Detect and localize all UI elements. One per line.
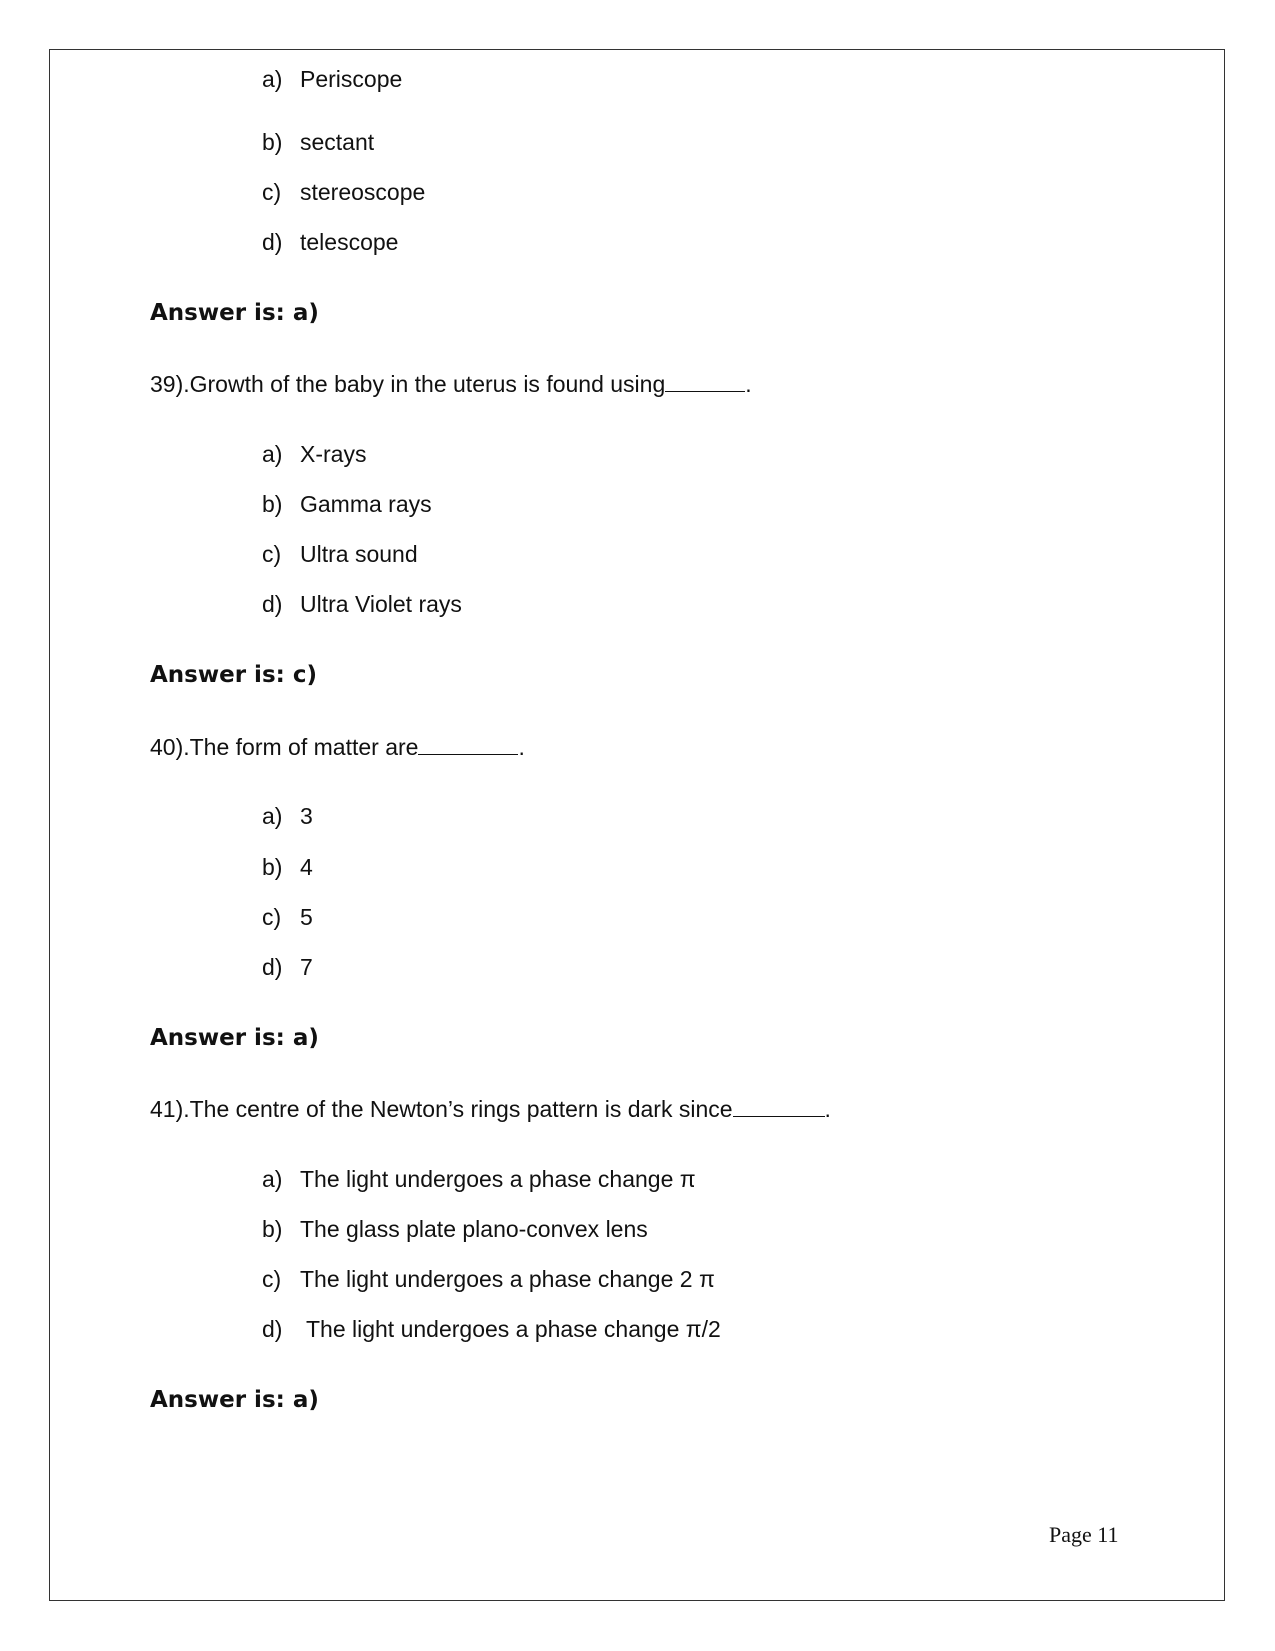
option-a: a) X-rays: [262, 441, 367, 467]
answer-label: Answer is: a): [150, 1025, 319, 1051]
option-d: d) The light undergoes a phase change π/2: [262, 1316, 721, 1342]
option-d: d) telescope: [262, 229, 399, 255]
option-a: a) Periscope: [262, 66, 403, 92]
option-d: d) Ultra Violet rays: [262, 591, 462, 617]
answer-label: Answer is: c): [150, 662, 317, 688]
question-41: 41).The centre of the Newton’s rings pattern is dark since .: [150, 1096, 831, 1122]
option-c: c) 5: [262, 904, 313, 930]
option-c: c) The light undergoes a phase change 2 π: [262, 1266, 715, 1292]
page-border: [49, 49, 1225, 1601]
question-39: 39).Growth of the baby in the uterus is found using .: [150, 371, 752, 397]
option-a: a) The light undergoes a phase change π: [262, 1166, 696, 1192]
option-c: c) stereoscope: [262, 179, 426, 205]
option-b: b) sectant: [262, 129, 375, 155]
option-c: c) Ultra sound: [262, 541, 418, 567]
answer-blank: [418, 736, 518, 755]
answer-blank: [733, 1098, 825, 1117]
option-d: d) 7: [262, 954, 313, 980]
option-b: b) The glass plate plano-convex lens: [262, 1216, 648, 1242]
answer-label: Answer is: a): [150, 300, 319, 326]
answer-blank: [665, 373, 745, 392]
answer-label: Answer is: a): [150, 1387, 319, 1413]
page-number: Page 11: [1049, 1522, 1119, 1547]
option-b: b) Gamma rays: [262, 491, 432, 517]
option-b: b) 4: [262, 854, 313, 880]
question-40: 40).The form of matter are .: [150, 734, 525, 760]
option-a: a) 3: [262, 803, 313, 829]
